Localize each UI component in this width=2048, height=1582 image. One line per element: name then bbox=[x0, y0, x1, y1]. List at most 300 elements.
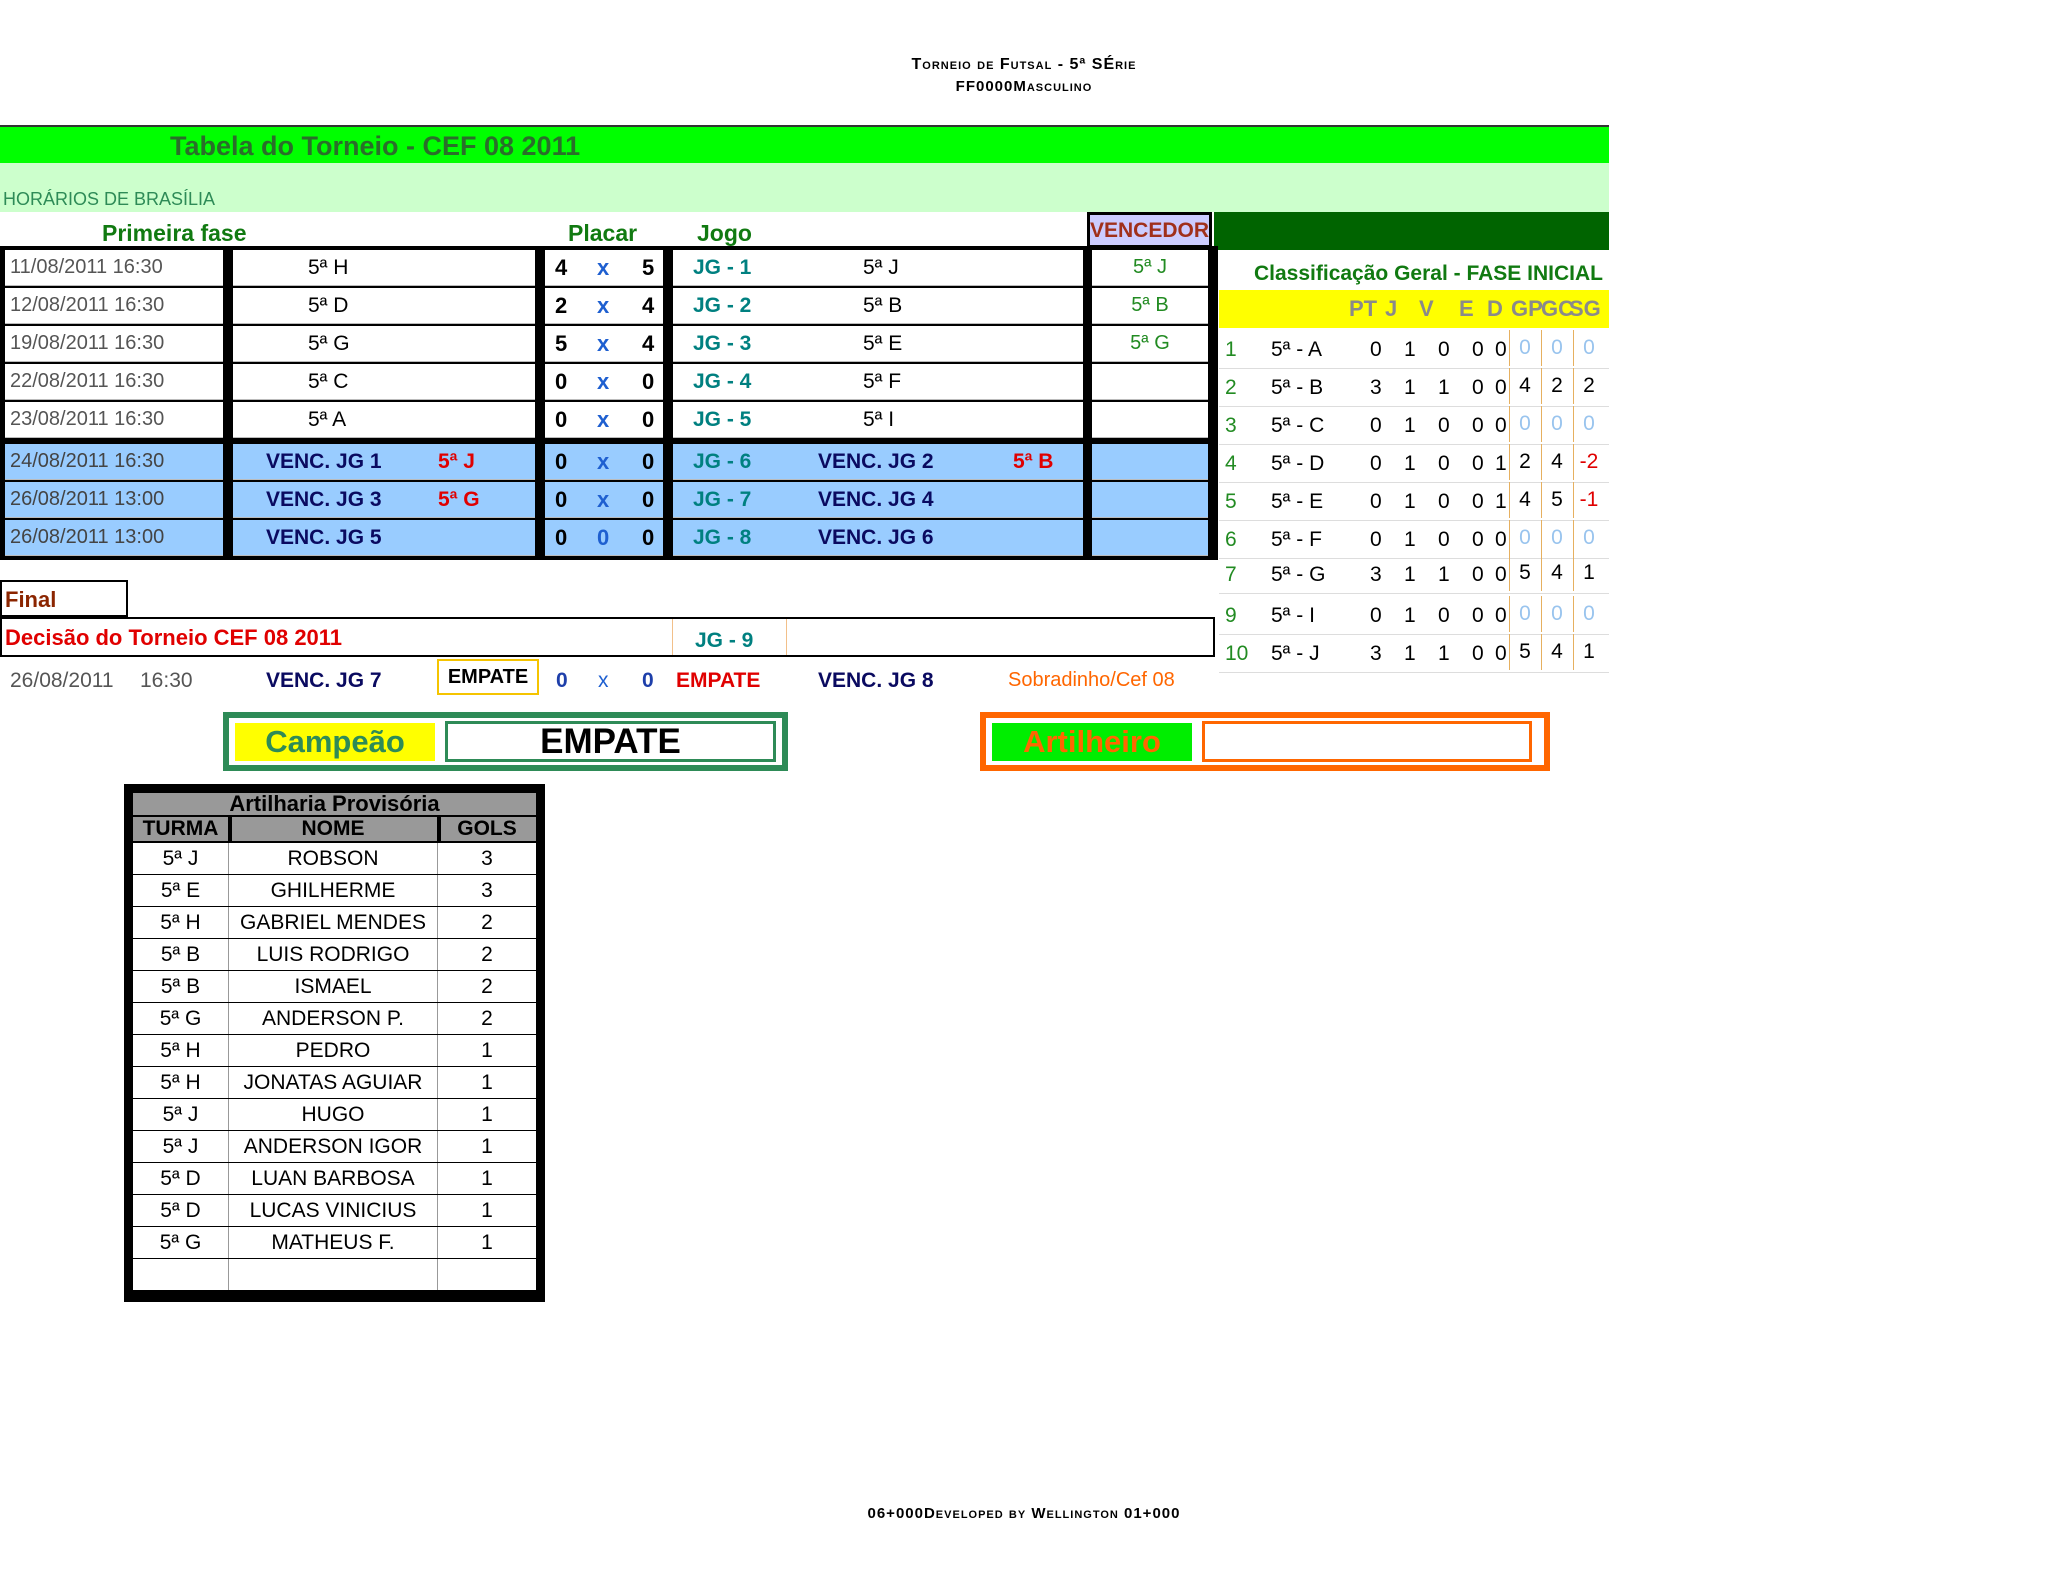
classification-row bbox=[1219, 368, 1609, 407]
stat-gc: 4 bbox=[1541, 444, 1572, 480]
classification-row bbox=[1219, 555, 1609, 594]
game-date: 23/08/2011 16:30 bbox=[5, 402, 223, 438]
game-id bbox=[673, 326, 1083, 362]
game-score bbox=[545, 250, 663, 286]
game-team1 bbox=[233, 402, 535, 438]
stat-sg: 0 bbox=[1573, 330, 1604, 366]
scorer-name: ANDERSON P. bbox=[229, 1003, 438, 1034]
scorer-row bbox=[133, 1163, 536, 1194]
classification-col-header: J bbox=[1385, 296, 1398, 321]
game-row bbox=[0, 326, 1218, 364]
stat-pt: 0 bbox=[1370, 414, 1382, 437]
game-winner bbox=[1092, 402, 1208, 438]
stat-e: 0 bbox=[1472, 376, 1484, 399]
final-team2-winner: EMPATE bbox=[676, 669, 761, 692]
scorer-row bbox=[133, 1227, 536, 1258]
final-game-id bbox=[672, 619, 787, 655]
semi-row bbox=[0, 520, 1218, 558]
scorer-class: 5ª D bbox=[133, 1163, 229, 1194]
champion-label: Campeão bbox=[235, 723, 435, 761]
game-id bbox=[673, 364, 1083, 400]
scorer-row bbox=[133, 1003, 536, 1034]
semi-team1-label: VENC. JG 5 bbox=[266, 525, 382, 549]
scorer-class: 5ª B bbox=[133, 971, 229, 1002]
scorer-class: 5ª D bbox=[133, 1195, 229, 1226]
stat-j: 1 bbox=[1404, 642, 1416, 665]
semi-score bbox=[545, 444, 663, 480]
stat-v: 1 bbox=[1438, 563, 1450, 586]
scorer-name: ISMAEL bbox=[229, 971, 438, 1002]
stat-gp: 0 bbox=[1509, 330, 1540, 366]
classification-row bbox=[1219, 444, 1609, 483]
classification-col-header: V bbox=[1419, 296, 1434, 321]
team2-label: 5ª E bbox=[863, 331, 903, 355]
score2: 0 bbox=[642, 524, 655, 550]
stat-v: 0 bbox=[1438, 528, 1450, 551]
subtitle-bar bbox=[0, 163, 1609, 212]
semi-date: 26/08/2011 13:00 bbox=[5, 520, 223, 556]
rank: 5 bbox=[1225, 490, 1237, 513]
stat-v: 0 bbox=[1438, 414, 1450, 437]
scorer-row bbox=[133, 1099, 536, 1130]
classification-row bbox=[1219, 634, 1609, 673]
scorer-name: JONATAS AGUIAR bbox=[229, 1067, 438, 1098]
rank: 1 bbox=[1225, 338, 1237, 361]
team1-label: 5ª G bbox=[308, 331, 350, 355]
stat-e: 0 bbox=[1472, 414, 1484, 437]
scorer-goals bbox=[438, 1259, 536, 1290]
score-header: Placar bbox=[568, 220, 638, 246]
scorer-goals: 1 bbox=[481, 1135, 493, 1158]
team2-label: 5ª B bbox=[863, 293, 903, 317]
stat-v: 0 bbox=[1438, 604, 1450, 627]
scorer-row bbox=[133, 1131, 536, 1162]
game-team1 bbox=[233, 250, 535, 286]
game-number: JG - 4 bbox=[693, 369, 752, 393]
scorer-goals: 2 bbox=[481, 911, 493, 934]
stat-j: 1 bbox=[1404, 338, 1416, 361]
rank: 10 bbox=[1225, 642, 1249, 665]
scorer-row bbox=[133, 1067, 536, 1098]
score1: 0 bbox=[555, 448, 568, 474]
scorer-class: 5ª J bbox=[133, 1131, 229, 1162]
team1-label: 5ª A bbox=[308, 407, 347, 431]
score2: 0 bbox=[642, 368, 655, 394]
semi-game-number: JG - 8 bbox=[693, 525, 752, 549]
classification-row bbox=[1219, 520, 1609, 559]
stat-d: 0 bbox=[1495, 338, 1507, 361]
scorer-name: ANDERSON IGOR bbox=[229, 1131, 438, 1162]
phase-header: Primeira fase bbox=[102, 220, 247, 246]
game-row bbox=[0, 250, 1218, 288]
stat-d: 0 bbox=[1495, 414, 1507, 437]
semi-game-number: JG - 7 bbox=[693, 487, 752, 511]
stat-gp: 2 bbox=[1509, 444, 1540, 480]
stat-pt: 0 bbox=[1370, 490, 1382, 513]
stat-e: 0 bbox=[1472, 642, 1484, 665]
score-sep: x bbox=[597, 406, 610, 432]
scorer-class: 5ª J bbox=[133, 843, 229, 874]
team: 5ª - B bbox=[1271, 376, 1324, 399]
score1: 2 bbox=[555, 292, 568, 318]
stat-sg: 0 bbox=[1573, 406, 1604, 442]
semi-winner bbox=[1092, 520, 1208, 556]
stat-j: 1 bbox=[1404, 604, 1416, 627]
stat-e: 0 bbox=[1472, 338, 1484, 361]
final-team1-winner: EMPATE bbox=[437, 659, 539, 695]
scorer-goals: 1 bbox=[481, 1199, 493, 1222]
stat-j: 1 bbox=[1404, 376, 1416, 399]
classification-header bbox=[1219, 290, 1609, 328]
stat-pt: 0 bbox=[1370, 528, 1382, 551]
stat-gp: 0 bbox=[1509, 520, 1540, 556]
stat-e: 0 bbox=[1472, 490, 1484, 513]
score1: 0 bbox=[555, 524, 568, 550]
scorer-goals: 1 bbox=[481, 1167, 493, 1190]
scorer-goals: 2 bbox=[481, 943, 493, 966]
semi-team1 bbox=[233, 482, 535, 518]
top-scorer-label: Artilheiro bbox=[992, 723, 1192, 761]
scorer-class bbox=[133, 1259, 229, 1290]
team2-label: 5ª J bbox=[863, 255, 899, 279]
champion-box bbox=[223, 712, 788, 771]
stat-d: 1 bbox=[1495, 452, 1507, 475]
stat-gp: 4 bbox=[1509, 482, 1540, 518]
scorer-goals: 2 bbox=[481, 1007, 493, 1030]
winner-header: VENCEDOR bbox=[1087, 212, 1212, 248]
stat-gc: 4 bbox=[1541, 634, 1572, 670]
document-title: Torneio de Futsal - 5ª SÉrie bbox=[911, 56, 1137, 73]
scorer-name: LUCAS VINICIUS bbox=[229, 1195, 438, 1226]
team1-label: 5ª C bbox=[308, 369, 349, 393]
stat-j: 1 bbox=[1404, 563, 1416, 586]
team: 5ª - J bbox=[1271, 642, 1320, 665]
classification-row bbox=[1219, 406, 1609, 445]
rank: 9 bbox=[1225, 604, 1237, 627]
game-row bbox=[0, 288, 1218, 326]
score1: 0 bbox=[555, 368, 568, 394]
semi-date: 26/08/2011 13:00 bbox=[5, 482, 223, 518]
scorer-class: 5ª E bbox=[133, 875, 229, 906]
stat-d: 0 bbox=[1495, 563, 1507, 586]
top-scorer-value bbox=[1202, 721, 1532, 762]
stat-pt: 0 bbox=[1370, 604, 1382, 627]
score2: 4 bbox=[642, 330, 655, 356]
document-subtitle: FF0000Masculino bbox=[955, 78, 1093, 95]
scorer-row bbox=[133, 907, 536, 938]
semi-row bbox=[0, 482, 1218, 520]
score-sep: x bbox=[597, 448, 610, 474]
stat-d: 0 bbox=[1495, 604, 1507, 627]
top-scorer-box bbox=[980, 712, 1550, 771]
rank: 2 bbox=[1225, 376, 1237, 399]
stat-pt: 3 bbox=[1370, 563, 1382, 586]
games-grid bbox=[0, 246, 1218, 560]
scorer-class: 5ª B bbox=[133, 939, 229, 970]
decision-row bbox=[0, 617, 1215, 657]
stat-gc: 0 bbox=[1541, 330, 1572, 366]
scorer-name: ROBSON bbox=[229, 843, 438, 874]
score2: 5 bbox=[642, 254, 655, 280]
game-winner: 5ª B bbox=[1092, 288, 1208, 324]
team: 5ª - F bbox=[1271, 528, 1322, 551]
scorer-name: LUAN BARBOSA bbox=[229, 1163, 438, 1194]
stat-gp: 5 bbox=[1509, 634, 1540, 670]
team: 5ª - A bbox=[1271, 338, 1322, 361]
scorer-row bbox=[133, 939, 536, 970]
rank: 6 bbox=[1225, 528, 1237, 551]
final-match-row bbox=[0, 661, 1218, 699]
rank: 4 bbox=[1225, 452, 1237, 475]
score-sep: x bbox=[597, 254, 610, 280]
stat-sg: 0 bbox=[1573, 520, 1604, 556]
scorer-class: 5ª G bbox=[133, 1227, 229, 1258]
scorer-name: PEDRO bbox=[229, 1035, 438, 1066]
score2: 4 bbox=[642, 292, 655, 318]
score-sep: x bbox=[597, 330, 610, 356]
scorer-goals: 1 bbox=[481, 1039, 493, 1062]
game-winner: 5ª J bbox=[1092, 250, 1208, 286]
scorers-col-header: GOLS bbox=[457, 817, 517, 840]
scorers-table bbox=[124, 784, 545, 1302]
semi-team2-label: VENC. JG 6 bbox=[818, 525, 934, 549]
semi-team1-winner: 5ª J bbox=[438, 449, 475, 473]
stat-v: 1 bbox=[1438, 376, 1450, 399]
final-game-label: JG - 9 bbox=[695, 629, 754, 652]
semi-score bbox=[545, 520, 663, 556]
classification-col-header: SG bbox=[1569, 296, 1601, 321]
game-row bbox=[0, 402, 1218, 440]
stat-gc: 5 bbox=[1541, 482, 1572, 518]
semi-team2-winner: 5ª B bbox=[1013, 449, 1054, 473]
score2: 0 bbox=[642, 406, 655, 432]
header-band bbox=[1214, 212, 1609, 250]
final-time: 16:30 bbox=[140, 669, 193, 692]
game-date: 22/08/2011 16:30 bbox=[5, 364, 223, 400]
final-date: 26/08/2011 bbox=[10, 669, 114, 692]
team2-label: 5ª F bbox=[863, 369, 902, 393]
stat-sg: 1 bbox=[1573, 555, 1604, 591]
team: 5ª - C bbox=[1271, 414, 1325, 437]
stat-d: 0 bbox=[1495, 528, 1507, 551]
game-score bbox=[545, 402, 663, 438]
stat-sg: 1 bbox=[1573, 634, 1604, 670]
timezone-note: HORÁRIOS DE BRASÍLIA bbox=[3, 189, 216, 209]
final-venue: Sobradinho/Cef 08 bbox=[1008, 669, 1175, 691]
stat-gp: 0 bbox=[1509, 406, 1540, 442]
game-number: JG - 1 bbox=[693, 255, 752, 279]
decision-title: Decisão do Torneio CEF 08 2011 bbox=[5, 625, 343, 650]
scorer-goals: 3 bbox=[481, 847, 493, 870]
classification-col-header: GC bbox=[1541, 296, 1574, 321]
final-score-sep: x bbox=[598, 669, 609, 692]
game-id bbox=[673, 288, 1083, 324]
semi-game bbox=[673, 444, 1083, 480]
scorer-class: 5ª H bbox=[133, 907, 229, 938]
scorer-class: 5ª H bbox=[133, 1067, 229, 1098]
scorer-name bbox=[229, 1259, 438, 1290]
scorer-row bbox=[133, 843, 536, 874]
semi-team2-label: VENC. JG 2 bbox=[818, 449, 934, 473]
scorer-class: 5ª G bbox=[133, 1003, 229, 1034]
classification-row bbox=[1219, 330, 1609, 369]
final-score1: 0 bbox=[556, 669, 568, 692]
semi-team1-winner: 5ª G bbox=[438, 487, 480, 511]
scorer-class: 5ª H bbox=[133, 1035, 229, 1066]
stat-pt: 3 bbox=[1370, 642, 1382, 665]
team: 5ª - D bbox=[1271, 452, 1325, 475]
final-score2: 0 bbox=[642, 669, 654, 692]
page-title: Tabela do Torneio - CEF 08 2011 bbox=[170, 131, 581, 161]
team: 5ª - G bbox=[1271, 563, 1326, 586]
game-score bbox=[545, 288, 663, 324]
stat-gc: 4 bbox=[1541, 555, 1572, 591]
game-row bbox=[0, 364, 1218, 402]
game-team1 bbox=[233, 364, 535, 400]
semi-team1-label: VENC. JG 3 bbox=[266, 487, 382, 511]
stat-gp: 4 bbox=[1509, 368, 1540, 404]
final-label-box bbox=[0, 580, 128, 617]
scorer-row bbox=[133, 1195, 536, 1226]
scorer-goals: 1 bbox=[481, 1071, 493, 1094]
stat-e: 0 bbox=[1472, 452, 1484, 475]
stat-d: 0 bbox=[1495, 642, 1507, 665]
score-sep: x bbox=[597, 292, 610, 318]
stat-j: 1 bbox=[1404, 452, 1416, 475]
game-winner bbox=[1092, 364, 1208, 400]
classification-col-header: E bbox=[1459, 296, 1474, 321]
scorer-row bbox=[133, 1259, 536, 1290]
stat-pt: 0 bbox=[1370, 338, 1382, 361]
semi-winner bbox=[1092, 444, 1208, 480]
score2: 0 bbox=[642, 486, 655, 512]
title-bar bbox=[0, 125, 1609, 164]
semi-game-number: JG - 6 bbox=[693, 449, 752, 473]
scorers-col-header: TURMA bbox=[133, 817, 232, 841]
scorer-name: HUGO bbox=[229, 1099, 438, 1130]
stat-gp: 5 bbox=[1509, 555, 1540, 591]
team2-label: 5ª I bbox=[863, 407, 895, 431]
scorer-class: 5ª J bbox=[133, 1099, 229, 1130]
final-team1: VENC. JG 7 bbox=[266, 669, 382, 692]
classification-row bbox=[1219, 596, 1609, 635]
semi-date: 24/08/2011 16:30 bbox=[5, 444, 223, 480]
game-number: JG - 2 bbox=[693, 293, 752, 317]
game-header: Jogo bbox=[697, 220, 752, 246]
game-date: 11/08/2011 16:30 bbox=[5, 250, 223, 286]
stat-sg: -2 bbox=[1573, 444, 1604, 480]
stat-d: 1 bbox=[1495, 490, 1507, 513]
scorers-table-title: Artilharia Provisória bbox=[133, 793, 536, 815]
game-id bbox=[673, 402, 1083, 438]
scorer-goals: 2 bbox=[481, 975, 493, 998]
stat-j: 1 bbox=[1404, 414, 1416, 437]
game-date: 19/08/2011 16:30 bbox=[5, 326, 223, 362]
semi-row bbox=[0, 444, 1218, 482]
stat-e: 0 bbox=[1472, 563, 1484, 586]
stat-gc: 2 bbox=[1541, 368, 1572, 404]
footer-credit: 06+000Developed by Wellington 01+000 bbox=[867, 1505, 1181, 1522]
rank: 7 bbox=[1225, 563, 1237, 586]
stat-gc: 0 bbox=[1541, 406, 1572, 442]
rank: 3 bbox=[1225, 414, 1237, 437]
stat-e: 0 bbox=[1472, 604, 1484, 627]
game-team1 bbox=[233, 326, 535, 362]
scorer-row bbox=[133, 1035, 536, 1066]
scorers-header-row bbox=[133, 817, 536, 841]
stat-e: 0 bbox=[1472, 528, 1484, 551]
game-number: JG - 3 bbox=[693, 331, 752, 355]
stat-sg: -1 bbox=[1573, 482, 1604, 518]
stat-sg: 0 bbox=[1573, 596, 1604, 632]
semi-game bbox=[673, 520, 1083, 556]
stat-v: 1 bbox=[1438, 642, 1450, 665]
classification-title: Classificação Geral - FASE INICIAL bbox=[1254, 262, 1603, 285]
game-id bbox=[673, 250, 1083, 286]
score-sep: x bbox=[597, 368, 610, 394]
stat-j: 1 bbox=[1404, 490, 1416, 513]
scorer-goals: 1 bbox=[481, 1231, 493, 1254]
stat-gc: 0 bbox=[1541, 596, 1572, 632]
game-date: 12/08/2011 16:30 bbox=[5, 288, 223, 324]
score1: 5 bbox=[555, 330, 568, 356]
game-team1 bbox=[233, 288, 535, 324]
scorer-goals: 1 bbox=[481, 1103, 493, 1126]
final-team2: VENC. JG 8 bbox=[818, 669, 934, 692]
semi-team1 bbox=[233, 520, 535, 556]
classification-row bbox=[1219, 482, 1609, 521]
scorer-name: LUIS RODRIGO bbox=[229, 939, 438, 970]
game-number: JG - 5 bbox=[693, 407, 752, 431]
score-sep: 0 bbox=[597, 524, 610, 550]
stat-pt: 0 bbox=[1370, 452, 1382, 475]
stat-sg: 2 bbox=[1573, 368, 1604, 404]
team: 5ª - E bbox=[1271, 490, 1324, 513]
classification-col-header: GP bbox=[1511, 296, 1543, 321]
final-label: Final bbox=[5, 587, 57, 612]
semi-score bbox=[545, 482, 663, 518]
scorer-name: MATHEUS F. bbox=[229, 1227, 438, 1258]
scorers-col-header: NOME bbox=[229, 817, 441, 841]
game-winner: 5ª G bbox=[1092, 326, 1208, 362]
classification-col-header: PT bbox=[1349, 296, 1378, 321]
semi-team2-label: VENC. JG 4 bbox=[818, 487, 934, 511]
score2: 0 bbox=[642, 448, 655, 474]
scorer-row bbox=[133, 971, 536, 1002]
stat-d: 0 bbox=[1495, 376, 1507, 399]
stat-pt: 3 bbox=[1370, 376, 1382, 399]
scorer-row bbox=[133, 875, 536, 906]
semi-team1 bbox=[233, 444, 535, 480]
score1: 0 bbox=[555, 486, 568, 512]
game-score bbox=[545, 364, 663, 400]
stat-gp: 0 bbox=[1509, 596, 1540, 632]
semi-game bbox=[673, 482, 1083, 518]
champion-value: EMPATE bbox=[445, 721, 776, 762]
game-score bbox=[545, 326, 663, 362]
team1-label: 5ª H bbox=[308, 255, 349, 279]
classification-col-header: D bbox=[1487, 296, 1503, 321]
scorer-name: GABRIEL MENDES bbox=[229, 907, 438, 938]
scorer-name: GHILHERME bbox=[229, 875, 438, 906]
stat-v: 0 bbox=[1438, 452, 1450, 475]
team: 5ª - I bbox=[1271, 604, 1315, 627]
team1-label: 5ª D bbox=[308, 293, 349, 317]
scorer-goals: 3 bbox=[481, 879, 493, 902]
stat-v: 0 bbox=[1438, 338, 1450, 361]
semi-team1-label: VENC. JG 1 bbox=[266, 449, 382, 473]
score1: 4 bbox=[555, 254, 568, 280]
